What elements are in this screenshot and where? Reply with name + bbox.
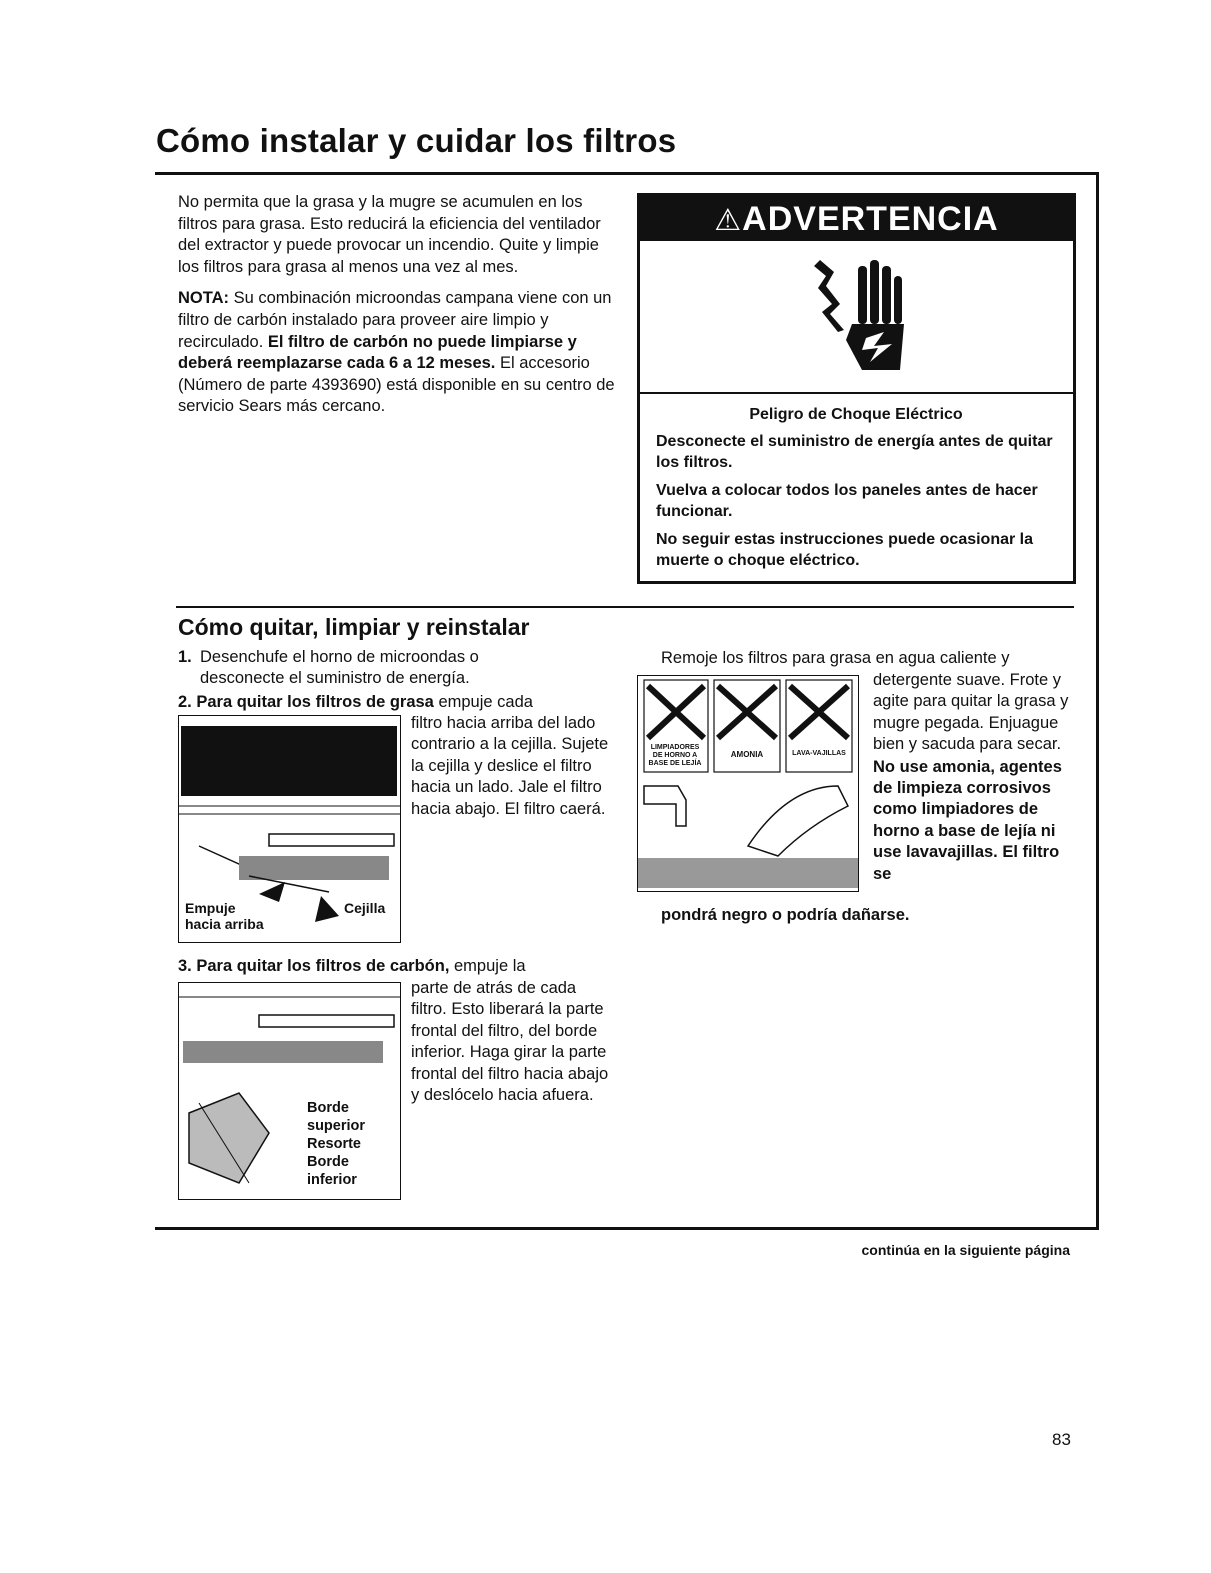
label-line: inferior (307, 1172, 357, 1188)
page-number: 83 (1052, 1430, 1071, 1449)
label-dishwasher: LAVA-VAJILLAS (792, 750, 846, 757)
soak-rest: detergente suave. Frote y agite para quitar la grasa y mugre pegada. Enjuague bien y sacuda para secar. (873, 671, 1069, 754)
step-2-text: filtro hacia arriba del lado contrario a la cejilla. Sujete la cejilla y deslice el filtro hacia un lado. Jale el filtro hacia abajo. El filtro caerá. (411, 714, 609, 818)
warning-line: Vuelva a colocar todos los paneles antes de hacer funcionar. (656, 482, 1038, 520)
note-tail: El accesorio (Número de parte 4393690) está disponible en su centro de servicio Sears más cercano. (178, 354, 615, 416)
figure-label-tab: Cejilla (344, 900, 386, 916)
step-bold: Para quitar los filtros de carbón, (196, 957, 450, 975)
step-text: Desenchufe el horno de microondas o desconecte el suministro de energía. (200, 648, 479, 688)
section-divider (176, 606, 1074, 608)
charcoal-filter-figure (178, 982, 401, 1200)
continues-note: continúa en la siguiente página (861, 1242, 1070, 1258)
label-ammonia: AMONIA (730, 750, 764, 759)
step-1 (178, 647, 538, 690)
warning-triangle-icon: ⚠ (714, 204, 743, 237)
warning-line: No seguir estas instrucciones puede ocasionar la muerte o choque eléctrico. (656, 531, 1034, 569)
warning-text (656, 404, 1056, 578)
step-2-heading (178, 692, 608, 713)
figure-label-push (185, 900, 264, 932)
intro-paragraph: No permita que la grasa y la mugre se acumulen en los filtros para grasa. Esto reducirá la eficiencia del ventilador del extractor y puede provocar un incendio. Quite y limpie los filtros para grasa al menos una vez al mes. (178, 193, 601, 276)
note-label: NOTA: (178, 289, 230, 308)
label-oven-cleaner: LIMPIADORES DE HORNO A BASE DE LEJÍA (648, 744, 702, 767)
warning-header (640, 196, 1073, 241)
intro-text (178, 192, 618, 428)
step-number: 3. (178, 957, 192, 975)
step-3-text: parte de atrás de cada filtro. Esto liberará la parte frontal del filtro, del borde inferior. Haga girar la parte frontal del filtro hacia abajo y deslócelo hacia afuera. (411, 979, 609, 1105)
warning-line: Desconecte el suministro de energía antes de quitar los filtros. (656, 433, 1053, 471)
step-number: 2. (178, 693, 192, 711)
section-title: Cómo quitar, limpiar y reinstalar (178, 614, 530, 640)
label-line: Resorte (307, 1136, 361, 1152)
note-text: Su combinación microondas campana viene con un filtro de carbón instalado para proveer aire limpio y recirculado. (178, 289, 612, 351)
hazard-title: Peligro de Choque Eléctrico (749, 406, 963, 423)
warning-separator (640, 392, 1073, 394)
page-title: Cómo instalar y cuidar los filtros (156, 122, 677, 159)
note-paragraph (178, 288, 618, 418)
soak-bold: No use amonia, agentes de limpieza corrosivos como limpiadores de horno a base de lejía ni use lavavajillas. El filtro se (873, 757, 1062, 883)
warning-heading: ADVERTENCIA (742, 200, 999, 238)
step-text: empuje la (449, 957, 526, 975)
figure-labels (307, 1099, 365, 1189)
note-bold: El filtro de carbón no puede limpiarse y deberá reemplazarse cada 6 a 12 meses. (178, 332, 577, 373)
washing-figure (637, 675, 859, 892)
step-number: 1. (178, 648, 192, 666)
soak-intro: Remoje los filtros para grasa en agua caliente y (661, 649, 1010, 667)
step-bold: Para quitar los filtros de grasa (196, 693, 434, 711)
label-line: superior (307, 1118, 366, 1134)
label-line: hacia arriba (185, 916, 264, 932)
warning-box (637, 193, 1076, 584)
electric-shock-hand-icon (800, 252, 920, 382)
grease-filter-figure (178, 715, 401, 943)
soak-text (873, 670, 1078, 885)
step-3-heading (178, 956, 608, 977)
label-line: Empuje (185, 900, 236, 916)
label-line: Borde (307, 1100, 349, 1116)
label-line: Borde (307, 1154, 349, 1170)
step-text: empuje cada (433, 693, 533, 711)
soak-bold-end: pondrá negro o podría dañarse. (661, 906, 910, 924)
